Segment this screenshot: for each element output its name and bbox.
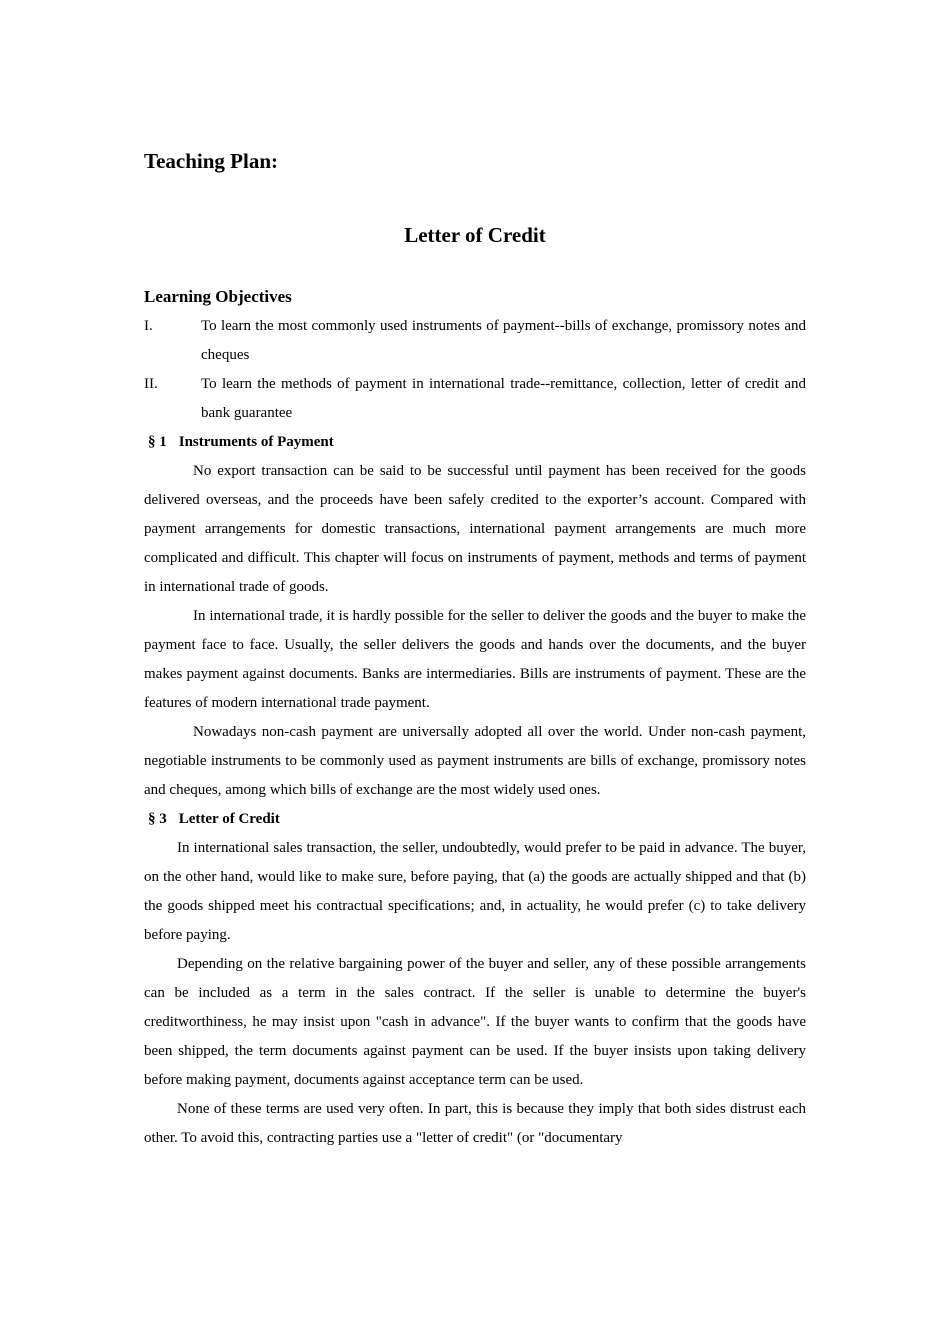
- paragraph: Depending on the relative bargaining power of the buyer and seller, any of these possible arrangements can be included as a term in the sales contract. If the seller is unable to determine the buyer's creditworthiness, he may insist upon "cash in advance". If the buyer wants to confirm that the goods have been shipped, the term documents against payment can be used. If the buyer insists upon taking delivery before making payment, documents against acceptance term can be used.: [144, 956, 806, 1088]
- paragraph: In international sales transaction, the seller, undoubtedly, would prefer to be paid in advance. The buyer, on the other hand, would like to make sure, before paying, that (a) the goods are actually shipped and that (b) the goods shipped meet his contractual specifications; and, in actuality, he would prefer (c) to take delivery before paying.: [144, 840, 806, 943]
- objective-number: I.: [144, 318, 153, 334]
- objective-item: [144, 370, 806, 428]
- paragraph: None of these terms are used very often. In part, this is because they imply that both sides distrust each other. To avoid this, contracting parties use a "letter of credit" (or "documentary: [144, 1101, 806, 1146]
- paragraph: No export transaction can be said to be successful until payment has been received for the goods delivered overseas, and the proceeds have been safely credited to the exporter’s account. Compared with payment arrangements for domestic transactions, international payment arrangements are much more complicated and difficult. This chapter will focus on instruments of payment, methods and terms of payment in international trade of goods.: [144, 463, 806, 595]
- objective-item: [144, 312, 806, 370]
- section-title: Instruments of Payment: [178, 434, 334, 450]
- objective-text: To learn the methods of payment in international trade--remittance, collection, letter of credit and bank guarantee: [201, 376, 806, 421]
- paragraph: In international trade, it is hardly possible for the seller to deliver the goods and the buyer to make the payment face to face. Usually, the seller delivers the goods and hands over the documents, and the buyer makes payment against documents. Banks are intermediaries. Bills are instruments of payment. These are the features of modern international trade payment.: [144, 608, 806, 711]
- document-body: [144, 146, 806, 1153]
- section-heading: [144, 805, 806, 834]
- section-mark: § 3: [148, 811, 167, 827]
- objective-text: To learn the most commonly used instruments of payment--bills of exchange, promissory notes and cheques: [201, 318, 806, 363]
- section-title: Letter of Credit: [178, 811, 280, 827]
- section-mark: § 1: [148, 434, 167, 450]
- document-title: Teaching Plan:: [144, 149, 278, 173]
- section-heading: [144, 428, 806, 457]
- objective-number: II.: [144, 376, 158, 392]
- document-subtitle: Letter of Credit: [404, 223, 546, 247]
- objectives-heading: Learning Objectives: [144, 287, 292, 306]
- paragraph: Nowadays non-cash payment are universally adopted all over the world. Under non-cash payment, negotiable instruments to be commonly used as payment instruments are bills of exchange, promissory notes and cheques, among which bills of exchange are the most widely used ones.: [144, 724, 806, 798]
